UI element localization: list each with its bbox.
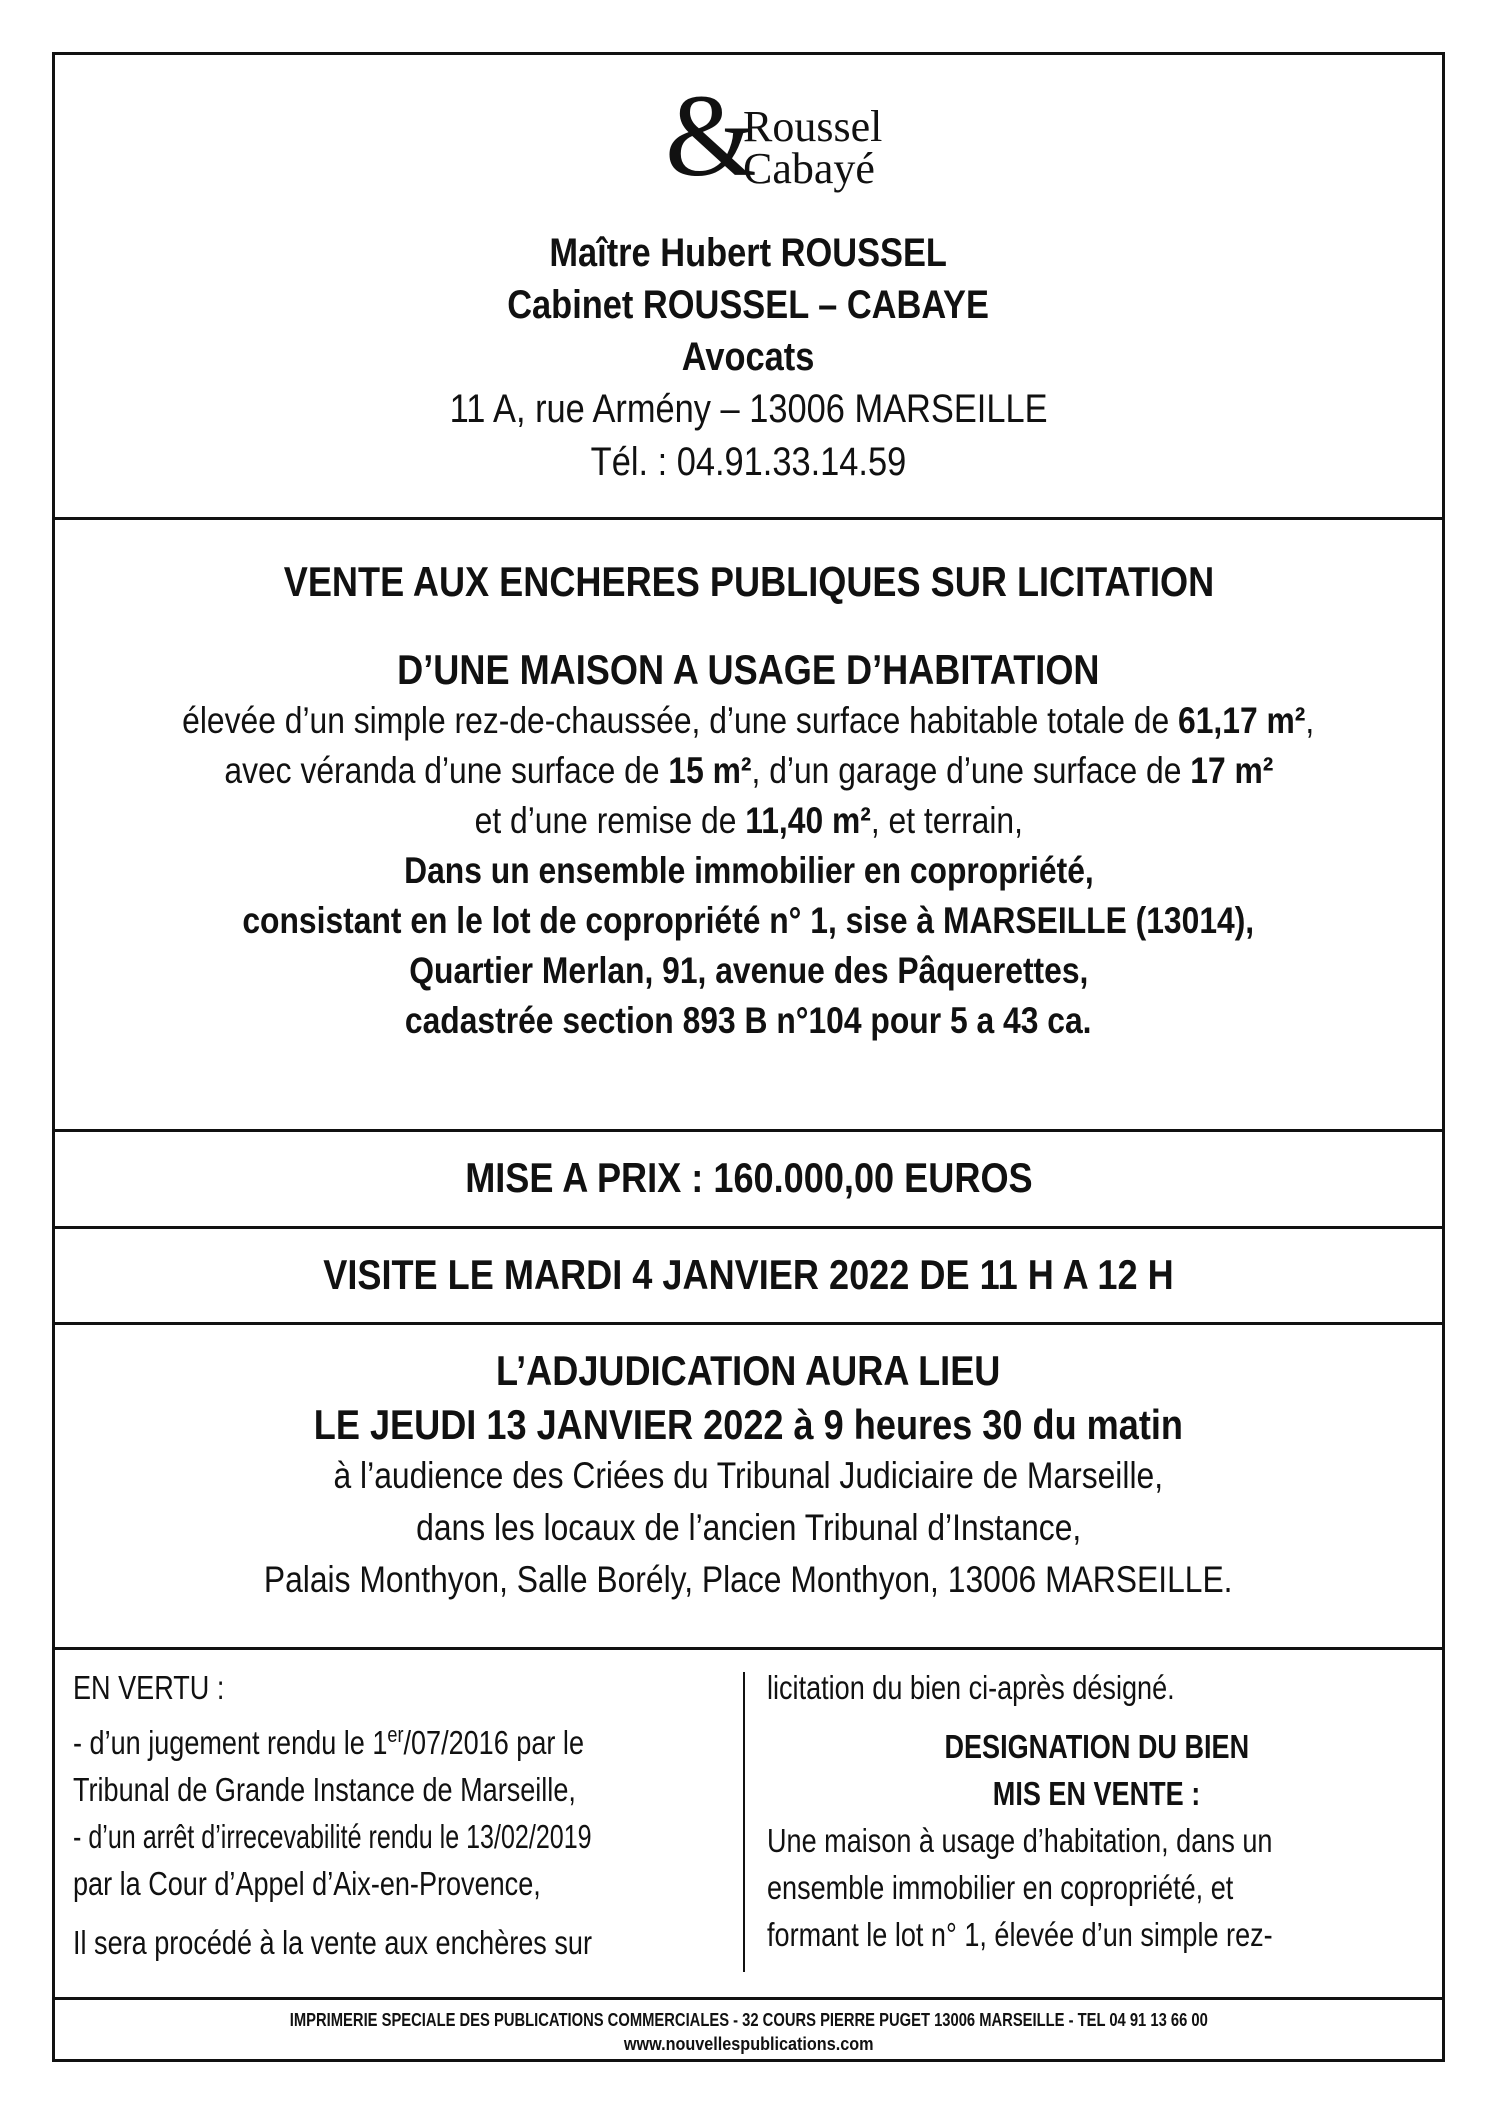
sale-line-3: et d’une remise de 11,40 m², et terrain, <box>474 800 1023 841</box>
visit-date: VISITE LE MARDI 4 JANVIER 2022 DE 11 H A 12 H <box>323 1251 1174 1298</box>
left-line-1: EN VERTU : <box>73 1669 225 1706</box>
sale-line-5: consistant en le lot de copropriété n° 1, sise à MARSEILLE (13014), <box>242 900 1255 941</box>
footer-section <box>55 2000 1442 2062</box>
printer-website[interactable]: www.nouvellespublications.com <box>623 2034 874 2054</box>
right-heading-1: DESIGNATION DU BIEN <box>944 1728 1250 1765</box>
column-divider <box>743 1672 745 1972</box>
right-line-4: formant le lot n° 1, élevée d’un simple rez- <box>767 1916 1273 1953</box>
header-section <box>55 55 1442 520</box>
printer-info: IMPRIMERIE SPECIALE DES PUBLICATIONS COMMERCIALES - 32 COURS PIERRE PUGET 13006 MARSEILLE - TEL 04 91 13 66 00 <box>289 2010 1208 2030</box>
left-column <box>73 1664 723 1966</box>
starting-price: MISE A PRIX : 160.000,00 EUROS <box>464 1154 1033 1201</box>
firm-address: 11 A, rue Armény – 13006 MARSEILLE <box>449 387 1048 431</box>
sale-line-4: Dans un ensemble immobilier en copropriété, <box>403 850 1094 891</box>
adjudication-title: L’ADJUDICATION AURA LIEU <box>496 1347 1001 1394</box>
right-line-2: Une maison à usage d’habitation, dans un <box>767 1822 1273 1859</box>
adjudication-line-4: dans les locaux de l’ancien Tribunal d’Instance, <box>415 1507 1082 1548</box>
lawyer-name: Maître Hubert ROUSSEL <box>549 231 948 275</box>
right-line-3: ensemble immobilier en copropriété, et <box>767 1869 1234 1906</box>
notice-frame <box>52 52 1445 2062</box>
adjudication-line-5: Palais Monthyon, Salle Borély, Place Monthyon, 13006 MARSEILLE. <box>264 1559 1233 1600</box>
firm-name: Cabinet ROUSSEL – CABAYE <box>507 283 990 327</box>
left-line-6: Il sera procédé à la vente aux enchères sur <box>73 1924 592 1961</box>
adjudication-line-3: à l’audience des Criées du Tribunal Judiciaire de Marseille, <box>333 1455 1164 1496</box>
visit-section <box>55 1229 1442 1325</box>
right-line-1: licitation du bien ci-après désigné. <box>767 1669 1175 1706</box>
sale-title: VENTE AUX ENCHERES PUBLIQUES SUR LICITATION <box>283 558 1214 605</box>
adjudication-date: LE JEUDI 13 JANVIER 2022 à 9 heures 30 du matin <box>313 1401 1184 1448</box>
sale-line-2: avec véranda d’une surface de 15 m², d’un garage d’une surface de 17 m² <box>223 750 1273 791</box>
logo-line-1: Roussel <box>743 102 883 151</box>
left-line-4: - d’un arrêt d’irrecevabilité rendu le 13/02/2019 <box>73 1818 592 1855</box>
sale-line-7: cadastrée section 893 B n°104 pour 5 a 43 ca. <box>405 1000 1092 1041</box>
sale-subtitle: D’UNE MAISON A USAGE D’HABITATION <box>397 646 1100 693</box>
logo-line-2: Cabayé <box>743 144 875 193</box>
firm-phone: Tél. : 04.91.33.14.59 <box>590 440 907 484</box>
sale-line-1: élevée d’un simple rez-de-chaussée, d’une surface habitable totale de 61,17 m², <box>182 700 1315 741</box>
sale-line-6: Quartier Merlan, 91, avenue des Pâquerettes, <box>408 950 1089 991</box>
sale-section <box>55 520 1442 1132</box>
firm-role: Avocats <box>682 335 815 379</box>
right-heading-2: MIS EN VENTE : <box>993 1775 1201 1812</box>
price-section <box>55 1132 1442 1229</box>
body-section <box>55 1650 1442 2000</box>
right-column <box>767 1664 1427 1958</box>
left-line-3: Tribunal de Grande Instance de Marseille, <box>73 1771 576 1808</box>
left-line-2: - d’un jugement rendu le 1er/07/2016 par le <box>73 1722 584 1761</box>
left-line-5: par la Cour d’Appel d’Aix-en-Provence, <box>73 1865 541 1902</box>
adjudication-section <box>55 1325 1442 1650</box>
firm-logo <box>665 70 965 209</box>
logo-ampersand: & <box>665 70 757 201</box>
